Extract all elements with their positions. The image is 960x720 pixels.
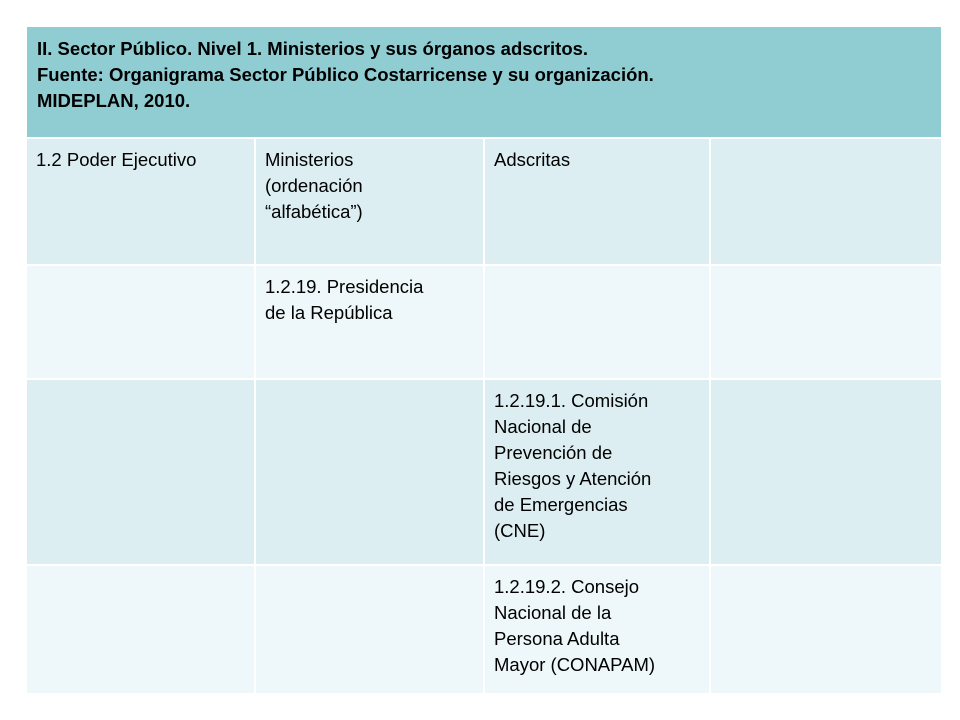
cell-text: Riesgos y Atención [494,468,652,489]
header-source: Fuente: Organigrama Sector Público Costarricense y su organización. [37,64,654,85]
cell-text: “alfabética”) [265,201,363,222]
header-source-cont: MIDEPLAN, 2010. [37,90,191,111]
table-row [27,266,941,380]
cell-text: Ministerios [265,149,354,170]
cell-empty [27,566,256,693]
cell-attached-entity [485,380,711,564]
cell-text: (CNE) [494,520,546,541]
table-row [27,566,941,693]
cell-text: Nacional de [494,416,592,437]
cell-empty [27,380,256,564]
cell-empty [485,266,711,378]
cell-text: 1.2.19.1. Comisión [494,390,649,411]
header-title: II. Sector Público. Nivel 1. Ministerios y sus órganos adscritos. [37,38,589,59]
cell-text: de Emergencias [494,494,628,515]
cell-empty [711,566,941,693]
cell-text: Nacional de la [494,602,612,623]
cell-empty [711,266,941,378]
cell-text: (ordenación [265,175,363,196]
cell-text: Prevención de [494,442,613,463]
cell-attached-entity [485,566,711,693]
cell-empty [256,566,485,693]
cell-text: 1.2 Poder Ejecutivo [36,149,197,170]
cell-empty [711,139,941,264]
cell-empty [256,380,485,564]
cell-text: Adscritas [494,149,571,170]
data-table [27,27,941,693]
table-header [27,27,941,139]
cell-ministry [256,266,485,378]
cell-empty [711,380,941,564]
cell-attached [485,139,711,264]
cell-text: 1.2.19.2. Consejo [494,576,640,597]
cell-empty [27,266,256,378]
cell-text: Mayor (CONAPAM) [494,654,656,675]
cell-text: de la República [265,302,393,323]
table-row [27,380,941,566]
cell-branch [27,139,256,264]
cell-text: Persona Adulta [494,628,620,649]
table-row [27,139,941,266]
cell-text: 1.2.19. Presidencia [265,276,424,297]
cell-ministries [256,139,485,264]
